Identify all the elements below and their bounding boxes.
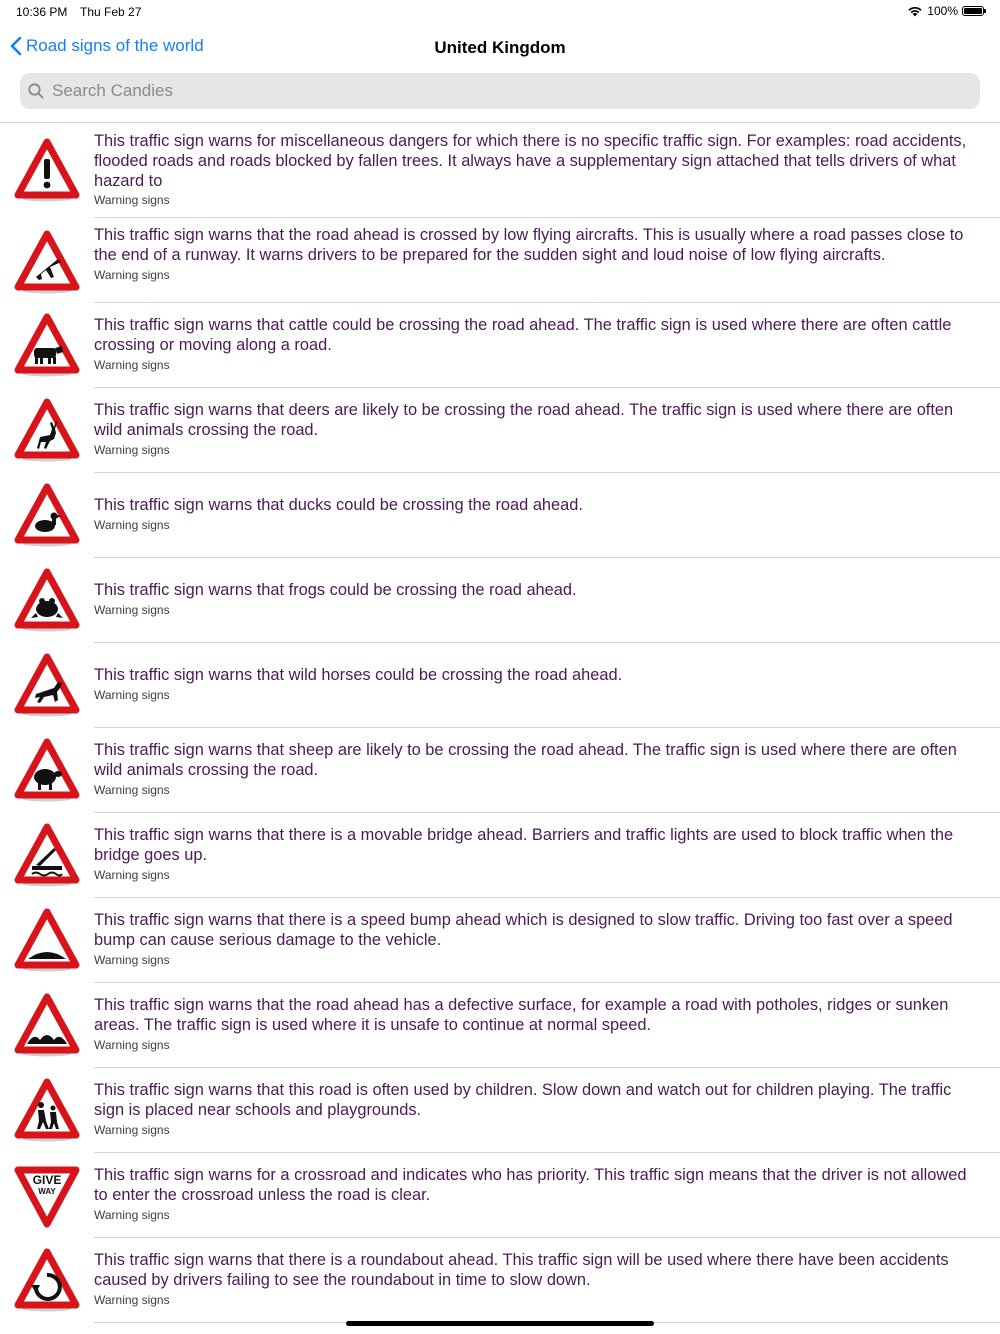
sign-category: Warning signs: [94, 357, 170, 372]
table-row[interactable]: [0, 218, 1000, 303]
table-row[interactable]: [0, 473, 1000, 558]
sign-category: Warning signs: [94, 952, 170, 967]
sign-description: This traffic sign warns that the road ahead is crossed by low flying aircrafts. This is usually where a road passes close to the end of a runway. It warns drivers to be prepared for the sudden sight and loud noise of low flying aircrafts.: [94, 226, 964, 264]
status-date: Thu Feb 27: [80, 5, 142, 19]
table-row[interactable]: [0, 303, 1000, 388]
sign-category: Warning signs: [94, 193, 170, 208]
movable-bridge-sign-icon: [14, 822, 80, 888]
row-text: [94, 666, 984, 702]
home-indicator: [346, 1321, 654, 1326]
low-flying-aircraft-sign-icon: [14, 229, 80, 295]
table-row[interactable]: [0, 728, 1000, 813]
row-text: [94, 1251, 984, 1307]
uneven-road-sign-icon: [14, 992, 80, 1058]
table-row[interactable]: [0, 643, 1000, 728]
back-button-label: Road signs of the world: [26, 36, 204, 55]
row-text: [94, 911, 984, 967]
sign-category: Warning signs: [94, 1037, 170, 1052]
status-bar: [0, 0, 1000, 24]
table-row[interactable]: [0, 558, 1000, 643]
sign-category: Warning signs: [94, 517, 170, 532]
row-text: [94, 132, 984, 207]
cattle-crossing-sign-icon: [14, 312, 80, 378]
sign-description: This traffic sign warns that there is a speed bump ahead which is designed to slow traffic. Driving too fast over a speed bump can cause serious damage to the vehicle.: [94, 911, 953, 949]
sign-description: This traffic sign warns for a crossroad and indicates who has priority. This traffic sign means that the driver is not allowed to enter the crossroad unless the road is clear.: [94, 1166, 967, 1204]
speed-bump-sign-icon: [14, 907, 80, 973]
sign-category: Warning signs: [94, 782, 170, 797]
sign-description: This traffic sign warns that there is a roundabout ahead. This traffic sign will be used where there have been accidents caused by drivers failing to see the roundabout in time to slow down.: [94, 1251, 949, 1289]
table-row[interactable]: [0, 813, 1000, 898]
search-input[interactable]: [50, 80, 934, 102]
table-row[interactable]: [0, 123, 1000, 218]
row-text: [94, 1081, 984, 1137]
sign-description: This traffic sign warns that the road ahead has a defective surface, for example a road with potholes, ridges or sunken areas. The traffic sign is used where it is unsafe to continue at normal speed.: [94, 996, 949, 1034]
exclamation-warning-sign-icon: [14, 137, 80, 203]
svg-text:GIVE: GIVE: [32, 1173, 62, 1187]
sign-description: This traffic sign warns that ducks could be crossing the road ahead.: [94, 496, 583, 514]
sign-description: This traffic sign warns that sheep are likely to be crossing the road ahead. The traffic sign is used where there are often wild animals crossing the road.: [94, 741, 957, 779]
sign-category: Warning signs: [94, 1207, 170, 1222]
sign-description: This traffic sign warns that there is a movable bridge ahead. Barriers and traffic lights are used to block traffic when the bridge goes up.: [94, 826, 954, 864]
table-row[interactable]: [0, 1068, 1000, 1153]
row-text: [94, 226, 984, 282]
row-text: [94, 401, 984, 457]
table-row[interactable]: [0, 1238, 1000, 1323]
sign-category: Warning signs: [94, 602, 170, 617]
table-row[interactable]: [0, 388, 1000, 473]
sign-description: This traffic sign warns that this road is often used by children. Slow down and watch out for children playing. The traffic sign is placed near schools and playgrounds.: [94, 1081, 952, 1119]
row-text: [94, 496, 984, 532]
status-indicators: [907, 4, 986, 18]
deer-crossing-sign-icon: [14, 397, 80, 463]
sign-list: [0, 123, 1000, 1323]
row-text: [94, 1166, 984, 1222]
page-title: United Kingdom: [434, 38, 566, 57]
status-time: 10:36 PM: [16, 5, 68, 19]
give-way-sign-icon: [14, 1162, 80, 1228]
sign-category: Warning signs: [94, 1292, 170, 1307]
sign-description: This traffic sign warns that frogs could be crossing the road ahead.: [94, 581, 577, 599]
sign-category: Warning signs: [94, 1122, 170, 1137]
row-text: [94, 996, 984, 1052]
sign-description: This traffic sign warns that wild horses could be crossing the road ahead.: [94, 666, 623, 684]
sign-description: This traffic sign warns that cattle could be crossing the road ahead. The traffic sign is used where there are often cattle crossing or moving along a road.: [94, 316, 952, 354]
frogs-crossing-sign-icon: [14, 567, 80, 633]
search-bar[interactable]: [20, 73, 980, 109]
sign-category: Warning signs: [94, 867, 170, 882]
sign-description: This traffic sign warns for miscellaneous dangers for which there is no specific traffic sign. For examples: road accidents, flooded roads and roads blocked by fallen trees. It always have a supplementary sign attached that tells drivers of what hazard to: [94, 132, 967, 190]
table-row[interactable]: [0, 1153, 1000, 1238]
svg-text:WAY: WAY: [38, 1187, 56, 1196]
sheep-crossing-sign-icon: [14, 737, 80, 803]
wild-horses-sign-icon: [14, 652, 80, 718]
sign-category: Warning signs: [94, 442, 170, 457]
table-row[interactable]: [0, 983, 1000, 1068]
sign-category: Warning signs: [94, 687, 170, 702]
roundabout-sign-icon: [14, 1247, 80, 1313]
battery-icon: [962, 6, 986, 16]
navigation-bar: [0, 28, 1000, 68]
battery-percent: 100%: [927, 4, 958, 18]
ducks-crossing-sign-icon: [14, 482, 80, 548]
sign-description: This traffic sign warns that deers are likely to be crossing the road ahead. The traffic sign is used where there are often wild animals crossing the road.: [94, 401, 954, 439]
row-text: [94, 826, 984, 882]
search-icon: [28, 83, 44, 99]
wifi-icon: [907, 5, 923, 17]
row-text: [94, 581, 984, 617]
row-text: [94, 741, 984, 797]
row-text: [94, 316, 984, 372]
table-row[interactable]: [0, 898, 1000, 983]
sign-category: Warning signs: [94, 267, 170, 282]
children-sign-icon: [14, 1077, 80, 1143]
